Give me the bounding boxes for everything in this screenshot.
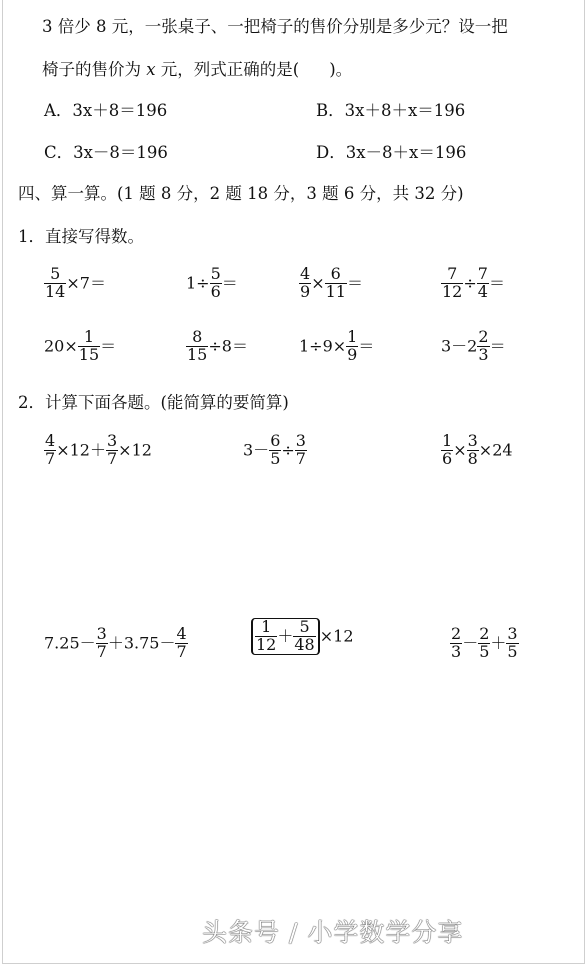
problem-line-2-end: )。	[329, 60, 353, 79]
fraction: $\frac{4}{7}$	[176, 624, 187, 661]
fraction: $\frac{5}{6}$	[210, 264, 221, 301]
q1-item-8: 3－2 $\frac{2}{3}$ ＝	[441, 327, 506, 364]
option-c-label: C．	[44, 143, 74, 162]
fraction: $\frac{3}{7}$	[106, 431, 118, 468]
fraction: $\frac{8}{15}$	[187, 327, 208, 364]
q2-expr-5: $\frac{1}{12}$ ＋ $\frac{5}{48}$ ×12	[251, 618, 354, 655]
parentheses: $\frac{1}{12}$ ＋ $\frac{5}{48}$	[251, 618, 320, 655]
q1-item-7: 1÷9× $\frac{1}{9}$ ＝	[299, 327, 375, 364]
option-d	[316, 145, 466, 162]
q2-expr-3: $\frac{1}{6}$ × $\frac{3}{8}$ ×24	[442, 431, 513, 468]
option-b	[316, 103, 465, 120]
option-d-expr: 3x－8＋x＝196	[345, 143, 467, 162]
q2-expr-6: $\frac{2}{3}$ － $\frac{2}{5}$ ＋ $\frac{3}{5}$	[451, 624, 518, 661]
fraction: $\frac{3}{7}$	[295, 431, 306, 468]
fraction: $\frac{3}{8}$	[467, 431, 478, 468]
fraction: $\frac{2}{3}$	[451, 624, 462, 661]
q2-expr-2: 3－ $\frac{6}{5}$ ÷ $\frac{3}{7}$	[243, 431, 306, 468]
q1-item-1: $\frac{5}{14}$ ×7＝	[45, 264, 106, 301]
q2-expr-1: $\frac{4}{7}$ ×12＋ $\frac{3}{7}$ ×12	[45, 431, 152, 468]
q1-title: 1．直接写得数。	[18, 227, 144, 246]
q2-expr-4: 7.25－ $\frac{3}{7}$ ＋3.75－ $\frac{4}{7}$	[44, 624, 187, 661]
fraction: $\frac{6}{5}$	[270, 431, 281, 468]
fraction: $\frac{2}{3}$	[478, 327, 489, 364]
q1-item-6: $\frac{8}{15}$ ÷8＝	[187, 327, 248, 364]
variable-x: x	[146, 60, 156, 79]
section-4-title: 四、算一算。(1 题 8 分，2 题 18 分，3 题 6 分，共 32 分)	[18, 184, 464, 203]
q1-item-5: 20× $\frac{1}{15}$ ＝	[44, 327, 117, 364]
option-a-expr: 3x＋8＝196	[72, 101, 168, 120]
option-d-label: D．	[316, 143, 346, 162]
fraction: $\frac{5}{14}$	[45, 264, 66, 301]
fraction: $\frac{3}{7}$	[96, 624, 107, 661]
q2-title: 2．计算下面各题。(能简算的要简算)	[18, 393, 289, 412]
option-b-label: B．	[316, 101, 345, 120]
fraction: $\frac{4}{9}$	[300, 264, 311, 301]
option-b-expr: 3x＋8＋x＝196	[344, 101, 466, 120]
option-c-expr: 3x－8＝196	[73, 143, 168, 162]
fraction: $\frac{5}{48}$	[294, 617, 315, 654]
fraction: $\frac{1}{6}$	[442, 431, 453, 468]
fraction: $\frac{7}{12}$	[442, 264, 463, 301]
fraction: $\frac{1}{9}$	[347, 327, 358, 364]
option-c	[44, 145, 168, 162]
option-a-label: A．	[44, 101, 73, 120]
q1-item-3: $\frac{4}{9}$ × $\frac{6}{11}$ ＝	[300, 264, 363, 301]
fraction: $\frac{1}{15}$	[78, 327, 100, 364]
fraction: $\frac{7}{4}$	[477, 264, 488, 301]
option-a	[44, 103, 167, 120]
fraction: $\frac{3}{5}$	[507, 624, 518, 661]
fraction: $\frac{6}{11}$	[325, 264, 346, 301]
problem-line-2	[42, 62, 352, 79]
q1-item-4: $\frac{7}{12}$ ÷ $\frac{7}{4}$ ＝	[442, 264, 505, 301]
problem-line-2-post: 元，列式正确的是(	[155, 60, 300, 79]
fraction: $\frac{1}{12}$	[256, 617, 277, 654]
fraction: $\frac{4}{7}$	[45, 431, 56, 468]
problem-line-1: 3 倍少 8 元，一张桌子、一把椅子的售价分别是多少元？设一把	[42, 17, 508, 36]
problem-line-2-pre: 椅子的售价为	[42, 60, 147, 79]
watermark: 头条号 / 小学数学分享	[202, 918, 464, 947]
q1-item-2: 1÷ $\frac{5}{6}$ ＝	[186, 264, 238, 301]
fraction: $\frac{2}{5}$	[479, 624, 490, 661]
